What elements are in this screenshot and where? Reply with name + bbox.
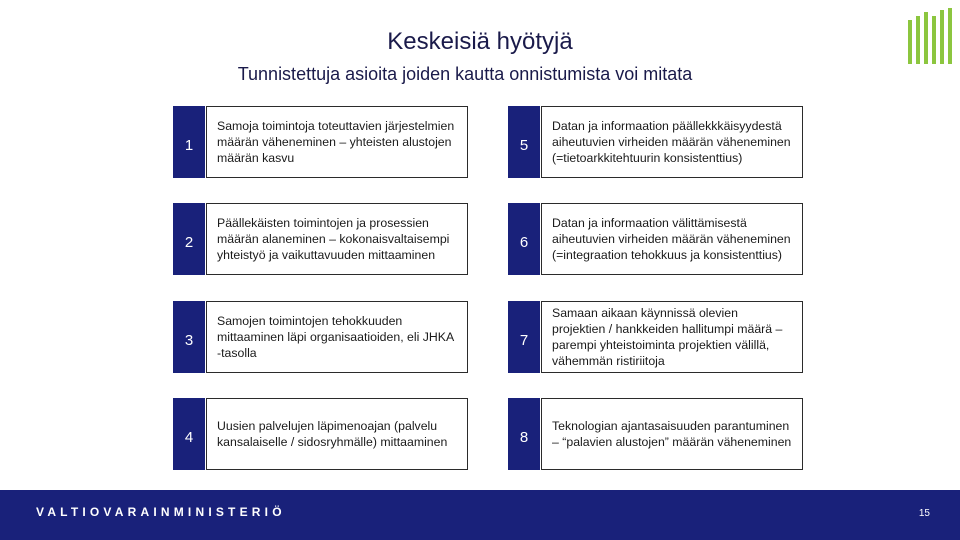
benefit-number: 8 [519,428,529,446]
benefit-card-7 [508,301,803,373]
benefit-text: Samaan aikaan käynnissä olevien projektien / hankkeiden hallitumpi määrä – parempi yhteistoiminta projektien välillä, vähemmän ristiriitoja [541,301,803,373]
slide-subtitle: Tunnistettuja asioita joiden kautta onnistumista voi mitata [237,64,693,84]
benefit-number: 7 [519,331,529,349]
benefit-number: 3 [184,331,194,349]
benefit-number: 2 [184,233,194,251]
benefit-text: Uusien palvelujen läpimenoajan (palvelu kansalaiselle / sidosryhmälle) mittaaminen [206,398,468,470]
ministry-logo-text: VALTIOVARAINMINISTERIÖ [36,505,286,519]
benefit-text: Samojen toimintojen tehokkuuden mittaaminen läpi organisaatioiden, eli JHKA -tasolla [206,301,468,373]
benefit-card-3 [173,301,468,373]
decorative-bars-logo [908,8,952,64]
benefit-card-4 [173,398,468,470]
benefit-card-2 [173,203,468,275]
page-number: 15 [918,508,930,519]
benefit-text: Datan ja informaation välittämisestä aiheutuvien virheiden määrän väheneminen (=integraation tehokkuus ja konsistenttius) [541,203,803,275]
benefit-number: 4 [184,428,194,446]
benefit-text: Teknologian ajantasaisuuden parantuminen – “palavien alustojen” määrän väheneminen [541,398,803,470]
benefit-text: Samoja toimintoja toteuttavien järjestelmien määrän väheneminen – yhteisten alustojen määrän kasvu [206,106,468,178]
benefit-text: Datan ja informaation päällekkkäisyydestä aiheutuvien virheiden määrän väheneminen (=tietoarkkitehtuurin konsistenttius) [541,106,803,178]
benefit-card-5 [508,106,803,178]
benefit-number: 5 [519,136,529,154]
footer-bar [0,490,960,540]
slide-title: Keskeisiä hyötyjä [387,28,573,55]
benefit-card-8 [508,398,803,470]
benefit-number: 6 [519,233,529,251]
benefit-text: Päällekäisten toimintojen ja prosessien määrän alaneminen – kokonaisvaltaisempi yhteistyö ja vaikuttavuuden mittaaminen [206,203,468,275]
benefit-card-6 [508,203,803,275]
benefit-card-1 [173,106,468,178]
benefit-number: 1 [184,136,194,154]
